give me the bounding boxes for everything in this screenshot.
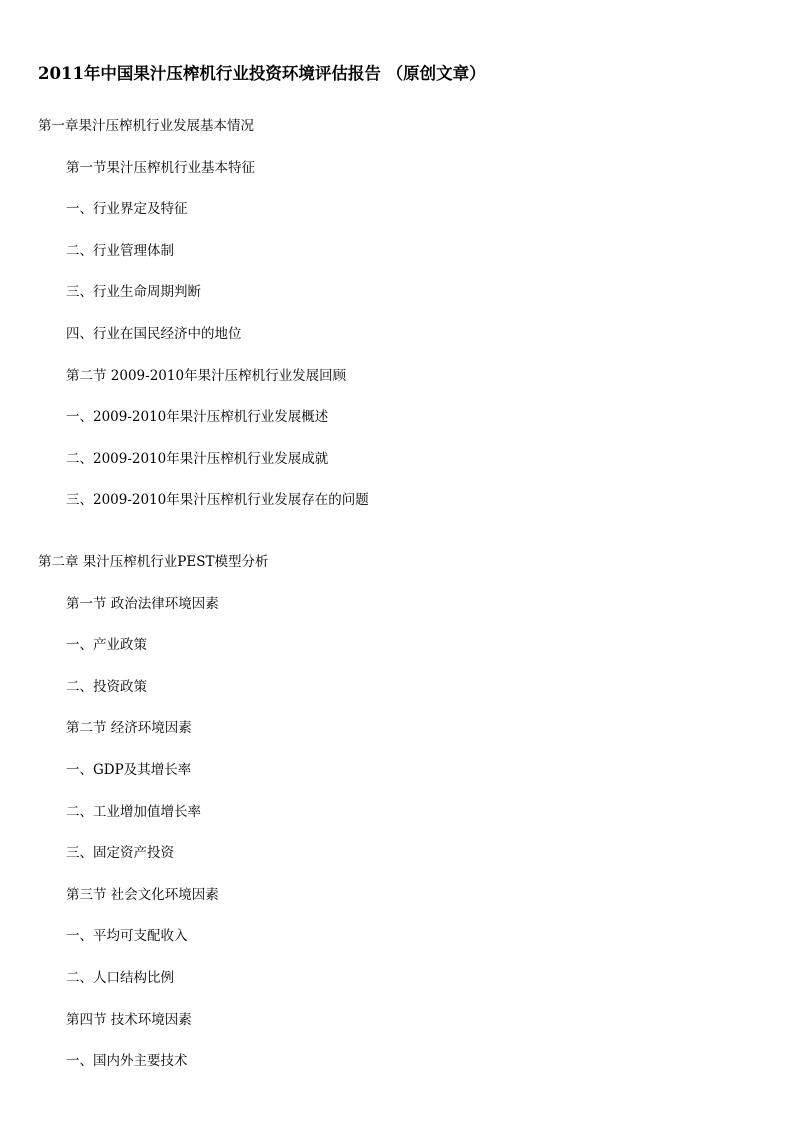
document-title: 2011年中国果汁压榨机行业投资环境评估报告 （原创文章） [38, 64, 486, 83]
toc-item: 一、平均可支配收入 [66, 928, 188, 944]
toc-item: 二、2009-2010年果汁压榨机行业发展成就 [66, 451, 329, 467]
toc-item: 一、产业政策 [66, 637, 147, 653]
toc-section: 第二节 经济环境因素 [66, 720, 192, 736]
toc-item: 三、行业生命周期判断 [66, 284, 201, 300]
toc-section: 第一节 政治法律环境因素 [66, 596, 219, 612]
toc-item: 三、固定资产投资 [66, 845, 174, 861]
toc-item: 二、投资政策 [66, 679, 147, 695]
toc-item: 一、2009-2010年果汁压榨机行业发展概述 [66, 409, 329, 425]
toc-item: 一、国内外主要技术 [66, 1053, 188, 1069]
toc-section: 第四节 技术环境因素 [66, 1012, 192, 1028]
toc-item: 四、行业在国民经济中的地位 [66, 326, 242, 342]
toc-section: 第二节 2009-2010年果汁压榨机行业发展回顾 [66, 368, 347, 384]
toc-item: 一、行业界定及特征 [66, 201, 188, 217]
toc-chapter: 第一章果汁压榨机行业发展基本情况 [38, 118, 254, 134]
toc-item: 二、人口结构比例 [66, 970, 174, 986]
toc-section: 第三节 社会文化环境因素 [66, 887, 219, 903]
toc-chapter: 第二章 果汁压榨机行业PEST模型分析 [38, 554, 269, 570]
toc-item: 二、行业管理体制 [66, 243, 174, 259]
toc-item: 三、2009-2010年果汁压榨机行业发展存在的问题 [66, 492, 369, 508]
toc-section: 第一节果汁压榨机行业基本特征 [66, 160, 255, 176]
toc-item: 一、GDP及其增长率 [66, 762, 192, 778]
toc-item: 二、工业增加值增长率 [66, 804, 201, 820]
